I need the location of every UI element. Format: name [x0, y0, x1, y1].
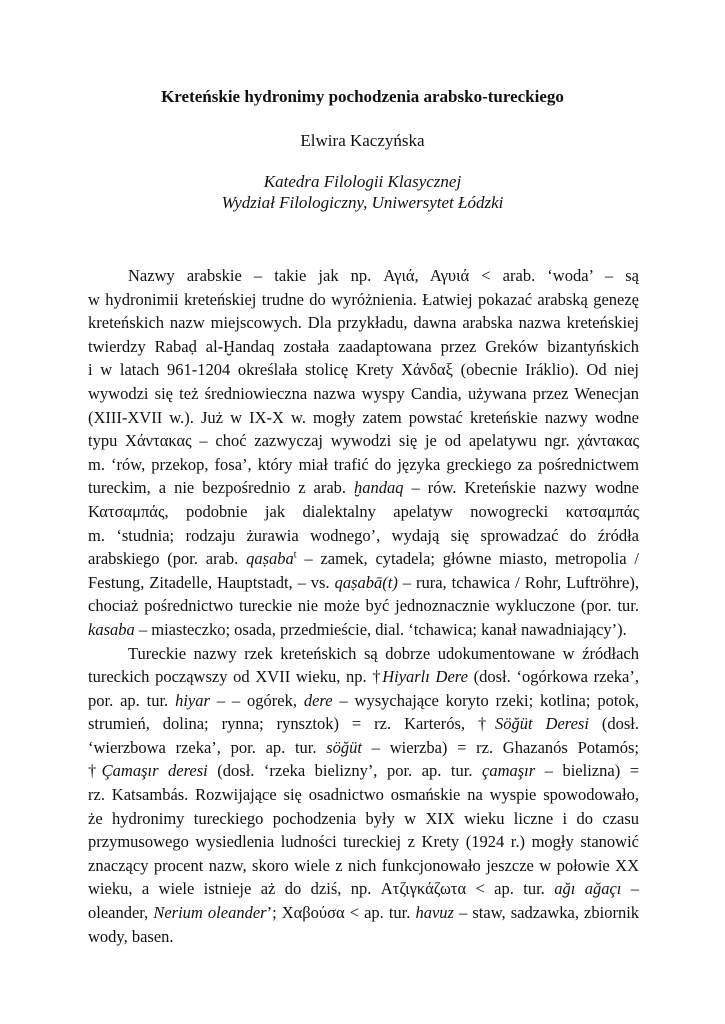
- text-line: wywodzi się też średniowieczna nazwa wyspy Candia, używana przez Wenecjan: [88, 383, 639, 403]
- italic-term: Söğüt Deresi: [495, 714, 589, 734]
- paragraph-2: [88, 642, 639, 949]
- document-title: Kreteńskie hydronimy pochodzenia arabsko-tureckiego: [161, 87, 564, 106]
- text-run: – wierzba) = rz. Ghazanós Potamós;: [371, 737, 639, 757]
- italic-term: kasaba: [88, 619, 135, 639]
- italic-term: söğüt: [326, 737, 363, 757]
- affiliation-faculty: Wydział Filologiczny, Uniwersytet Łódzki: [221, 193, 504, 212]
- text-line: Nazwy arabskie – takie jak np. Αγιά, Αγυιά < arab. ‘woda’ – są: [128, 266, 639, 285]
- text-line: [88, 618, 639, 642]
- text-line: przymusowego wysiedlenia ludności tureckiej z Krety (1924 r.) mogły stanowić: [88, 832, 639, 852]
- text-line: że hydronimy tureckiego pochodzenia były w XIX wieku liczne i do czasu: [88, 808, 639, 828]
- text-line: [88, 547, 639, 571]
- text-run: tureckich począwszy od XVII wieku, np. †: [88, 667, 383, 687]
- superscript: t: [293, 549, 297, 561]
- text-run: – zamek, cytadela; główne miasto, metropolia /: [304, 549, 639, 569]
- italic-term: Hiyarlı Dere: [382, 667, 468, 687]
- italic-term: Nerium oleander: [153, 903, 267, 923]
- text-line: (XIII-XVII w.). Już w IX-X w. mogły zatem powstać kreteńskie nazwy wodne: [88, 407, 639, 427]
- text-line: m. ‘rów, przekop, fosa’, który miał trafić do języka greckiego za pośrednictwem: [88, 454, 639, 474]
- text-line: Κατσαμπάς, podobnie jak dialektalny apelatyw nowogrecki κατσαμπάς: [88, 501, 639, 521]
- affiliation-department: Katedra Filologii Klasycznej: [263, 172, 462, 191]
- text-line: [88, 759, 639, 783]
- text-run: – rów. Kreteńskie nazwy wodne: [411, 478, 640, 498]
- text-line: twierdzy Rabaḍ al-Ḫandaq została zaadaptowana przez Greków bizantyńskich: [88, 336, 639, 356]
- text-run: – miasteczko; osada, przedmieście, dial. ‘tchawica; kanał nawadniający’).: [138, 619, 627, 639]
- text-run: wieku, a wiele istnieje aż do dziś, np. Ατζιγκάζωτα < ap. tur.: [88, 879, 545, 899]
- paragraph-1: [88, 264, 639, 642]
- italic-term: ḫandaq: [354, 478, 404, 498]
- text-run: – bielizna) =: [544, 761, 640, 781]
- text-line: typu Χάντακας – choć zazwyczaj wywodzi się je od apelatywu ngr. χάντακας: [88, 431, 639, 451]
- text-line: m. ‘studnia; rodzaju żurawia wodnego’, wydają się sprowadzać do źródła: [88, 525, 639, 545]
- text-line: w hydronimii kreteńskiej trudne do wyróżnienia. Łatwiej pokazać arabską genezę: [88, 289, 639, 309]
- text-line: chociaż pośrednictwo tureckie nie może być jednoznacznie wykluczone (por. tur.: [88, 596, 639, 616]
- text-run: – rura, tchawica / Rohr, Luftröhre),: [402, 572, 639, 592]
- text-line: [88, 689, 639, 713]
- text-line: Tureckie nazwy rzek kreteńskich są dobrze udokumentowane w źródłach: [128, 643, 639, 663]
- author-name: Elwira Kaczyńska: [300, 131, 425, 150]
- document-body: [88, 264, 639, 948]
- text-run: (dosł. ‘ogórkowa rzeka’,: [473, 667, 639, 687]
- text-run: – wysychające koryto rzeki; kotlina; potok,: [339, 690, 640, 710]
- text-line: [88, 476, 639, 500]
- italic-term: ağı ağaçı: [554, 879, 622, 899]
- text-run: – – ogórek,: [216, 690, 297, 710]
- text-run: (dosł.: [601, 714, 639, 734]
- text-run: ‘wierzbowa rzeka’, por. ap. tur.: [88, 737, 317, 757]
- text-run: oleander,: [88, 903, 149, 923]
- italic-term: havuz: [415, 903, 454, 923]
- text-line: i w latach 961-1204 określała stolicę Krety Χάνδαξ (obecnie Iráklio). Od niej: [88, 360, 639, 380]
- text-run: ’; Χαβούσα < ap. tur.: [266, 903, 411, 923]
- text-run: –: [630, 879, 640, 899]
- italic-term: dere: [303, 690, 333, 710]
- text-line: [88, 877, 639, 901]
- text-run: arabskiego (por. arab.: [88, 549, 239, 569]
- text-line: wody, basen.: [88, 926, 174, 946]
- text-run: strumień, dolina; rynna; rynsztok) = rz. Karterós, †: [88, 714, 496, 734]
- text-line: rz. Katsambás. Rozwijające się osadnictwo osmańskie na wyspie spowodowało,: [88, 785, 639, 805]
- italic-term: Çamaşır deresi: [101, 761, 208, 781]
- text-line: [88, 712, 639, 736]
- text-line: [88, 665, 639, 689]
- text-run: – staw, sadzawka, zbiornik: [459, 903, 640, 923]
- italic-term: qaṣabā(t): [334, 572, 398, 592]
- text-run: †: [88, 761, 102, 781]
- italic-term: qaṣaba: [246, 549, 294, 569]
- italic-term: hiyar: [175, 690, 210, 710]
- italic-term: çamaşır: [482, 761, 536, 781]
- text-line: kreteńskich nazw miejscowych. Dla przykładu, dawna arabska nazwa kreteńskiej: [88, 313, 639, 333]
- text-line: [88, 736, 639, 760]
- text-run: por. ap. tur.: [88, 690, 169, 710]
- text-run: (dosł. ‘rzeka bielizny’, por. ap. tur.: [217, 761, 473, 781]
- text-line: [88, 901, 639, 925]
- text-run: Festung, Zitadelle, Hauptstadt, – vs.: [88, 572, 330, 592]
- text-run: tureckim, a nie bezpośrednio z arab.: [88, 478, 347, 498]
- text-line: znaczący procent nazw, skoro wiele z nich funkcjonowało jeszcze w połowie XX: [88, 855, 639, 875]
- text-line: [88, 571, 639, 595]
